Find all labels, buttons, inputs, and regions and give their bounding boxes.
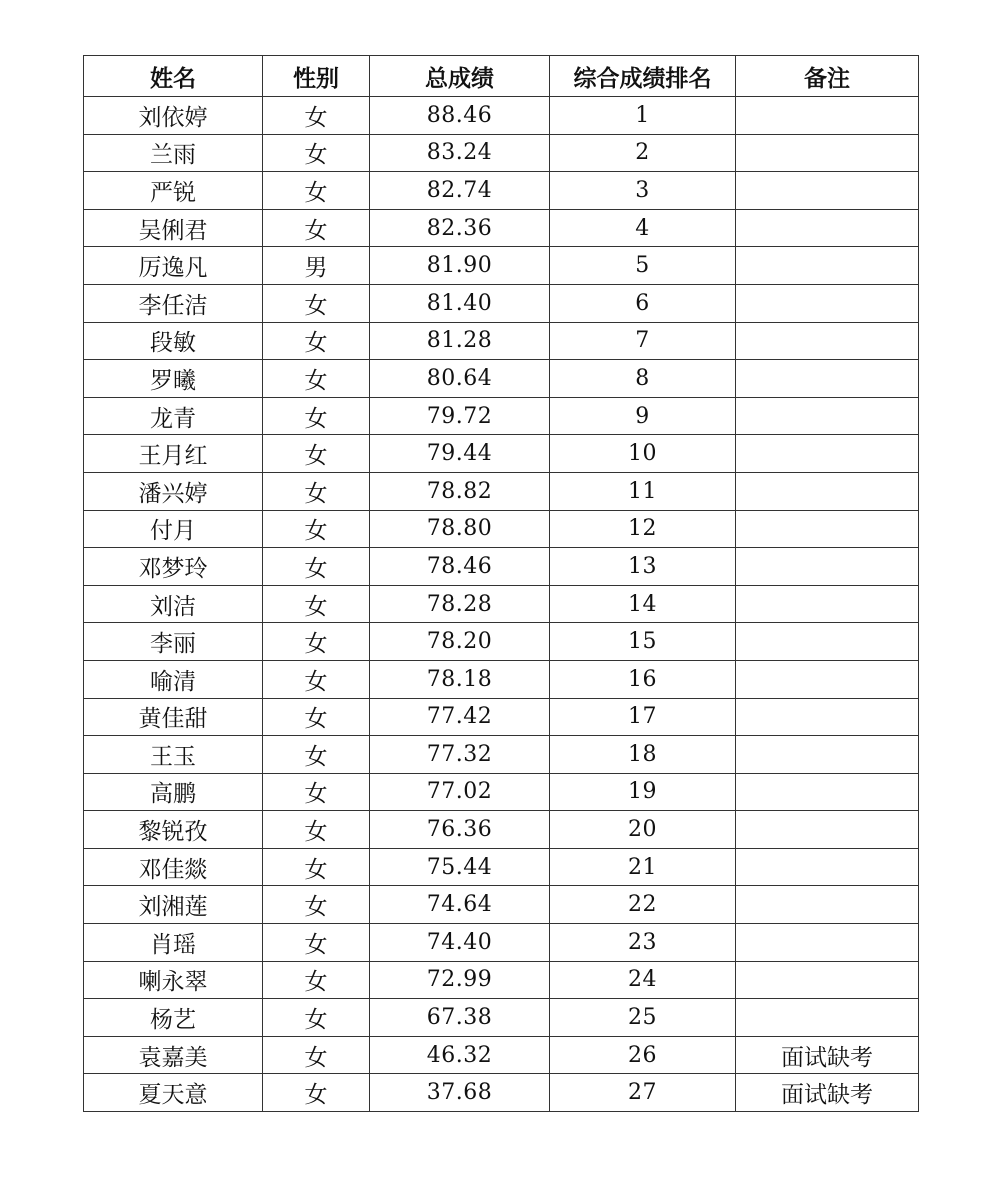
cell-name: 王月红: [84, 435, 263, 473]
table-row: [84, 134, 919, 172]
header-total-score: 总成绩: [370, 56, 550, 97]
cell-total-score: 77.02: [370, 773, 550, 811]
cell-rank: 22: [550, 886, 736, 924]
cell-name: 喻清: [84, 660, 263, 698]
cell-total-score: 72.99: [370, 961, 550, 999]
cell-rank: 14: [550, 585, 736, 623]
cell-rank: 11: [550, 472, 736, 510]
table-row: [84, 397, 919, 435]
table-row: [84, 548, 919, 586]
cell-gender: 女: [263, 397, 370, 435]
cell-remarks: [736, 360, 919, 398]
cell-total-score: 78.46: [370, 548, 550, 586]
cell-rank: 26: [550, 1036, 736, 1074]
cell-rank: 5: [550, 247, 736, 285]
cell-remarks: [736, 924, 919, 962]
cell-name: 李任洁: [84, 284, 263, 322]
table-row: [84, 247, 919, 285]
table-row: [84, 209, 919, 247]
cell-remarks: [736, 660, 919, 698]
cell-total-score: 77.32: [370, 736, 550, 774]
cell-total-score: 74.40: [370, 924, 550, 962]
cell-rank: 6: [550, 284, 736, 322]
table-row: [84, 773, 919, 811]
cell-rank: 3: [550, 172, 736, 210]
cell-gender: 女: [263, 209, 370, 247]
table-header: [84, 56, 919, 97]
cell-remarks: [736, 886, 919, 924]
cell-remarks: 面试缺考: [736, 1074, 919, 1112]
cell-gender: 女: [263, 999, 370, 1037]
cell-remarks: [736, 284, 919, 322]
cell-total-score: 74.64: [370, 886, 550, 924]
cell-rank: 27: [550, 1074, 736, 1112]
header-row: [84, 56, 919, 97]
cell-remarks: [736, 698, 919, 736]
cell-name: 段敏: [84, 322, 263, 360]
cell-name: 严锐: [84, 172, 263, 210]
table-row: [84, 623, 919, 661]
cell-total-score: 78.80: [370, 510, 550, 548]
cell-total-score: 82.74: [370, 172, 550, 210]
cell-gender: 女: [263, 472, 370, 510]
cell-rank: 20: [550, 811, 736, 849]
cell-rank: 17: [550, 698, 736, 736]
cell-total-score: 78.82: [370, 472, 550, 510]
cell-total-score: 79.44: [370, 435, 550, 473]
cell-total-score: 82.36: [370, 209, 550, 247]
cell-gender: 女: [263, 623, 370, 661]
cell-gender: 女: [263, 886, 370, 924]
table-row: [84, 736, 919, 774]
cell-rank: 23: [550, 924, 736, 962]
cell-rank: 13: [550, 548, 736, 586]
cell-remarks: [736, 736, 919, 774]
cell-remarks: [736, 209, 919, 247]
cell-total-score: 37.68: [370, 1074, 550, 1112]
cell-total-score: 76.36: [370, 811, 550, 849]
table-row: [84, 360, 919, 398]
header-gender: 性别: [263, 56, 370, 97]
score-table: [83, 55, 919, 1112]
cell-remarks: [736, 435, 919, 473]
cell-name: 龙青: [84, 397, 263, 435]
cell-total-score: 80.64: [370, 360, 550, 398]
table-row: [84, 961, 919, 999]
cell-total-score: 81.40: [370, 284, 550, 322]
cell-gender: 女: [263, 811, 370, 849]
table-row: [84, 698, 919, 736]
table-row: [84, 172, 919, 210]
cell-remarks: [736, 548, 919, 586]
cell-gender: 女: [263, 548, 370, 586]
cell-remarks: [736, 172, 919, 210]
cell-remarks: [736, 585, 919, 623]
cell-name: 黎锐孜: [84, 811, 263, 849]
cell-rank: 15: [550, 623, 736, 661]
cell-gender: 女: [263, 322, 370, 360]
cell-gender: 女: [263, 510, 370, 548]
cell-remarks: [736, 848, 919, 886]
cell-total-score: 78.20: [370, 623, 550, 661]
cell-name: 罗曦: [84, 360, 263, 398]
cell-remarks: 面试缺考: [736, 1036, 919, 1074]
cell-name: 高鹏: [84, 773, 263, 811]
cell-name: 吴俐君: [84, 209, 263, 247]
table-row: [84, 435, 919, 473]
cell-gender: 女: [263, 736, 370, 774]
cell-name: 兰雨: [84, 134, 263, 172]
cell-remarks: [736, 322, 919, 360]
cell-rank: 19: [550, 773, 736, 811]
table-row: [84, 97, 919, 135]
header-name: 姓名: [84, 56, 263, 97]
header-overall-rank: 综合成绩排名: [550, 56, 736, 97]
cell-rank: 4: [550, 209, 736, 247]
cell-remarks: [736, 999, 919, 1037]
cell-rank: 16: [550, 660, 736, 698]
cell-gender: 女: [263, 97, 370, 135]
cell-rank: 24: [550, 961, 736, 999]
cell-gender: 女: [263, 961, 370, 999]
cell-gender: 女: [263, 660, 370, 698]
cell-total-score: 79.72: [370, 397, 550, 435]
cell-remarks: [736, 97, 919, 135]
cell-name: 刘湘莲: [84, 886, 263, 924]
cell-total-score: 81.90: [370, 247, 550, 285]
cell-remarks: [736, 623, 919, 661]
cell-gender: 女: [263, 924, 370, 962]
cell-name: 付月: [84, 510, 263, 548]
table-row: [84, 924, 919, 962]
cell-remarks: [736, 397, 919, 435]
table-body: [84, 97, 919, 1112]
cell-gender: 女: [263, 172, 370, 210]
cell-gender: 女: [263, 284, 370, 322]
cell-total-score: 78.18: [370, 660, 550, 698]
cell-gender: 女: [263, 134, 370, 172]
cell-name: 刘洁: [84, 585, 263, 623]
cell-remarks: [736, 472, 919, 510]
cell-rank: 12: [550, 510, 736, 548]
cell-name: 王玉: [84, 736, 263, 774]
table-row: [84, 1036, 919, 1074]
cell-name: 杨艺: [84, 999, 263, 1037]
cell-total-score: 78.28: [370, 585, 550, 623]
cell-name: 潘兴婷: [84, 472, 263, 510]
table-row: [84, 1074, 919, 1112]
table-row: [84, 510, 919, 548]
cell-gender: 女: [263, 698, 370, 736]
table-row: [84, 848, 919, 886]
cell-name: 袁嘉美: [84, 1036, 263, 1074]
table-row: [84, 886, 919, 924]
cell-rank: 1: [550, 97, 736, 135]
cell-name: 刘依婷: [84, 97, 263, 135]
cell-total-score: 75.44: [370, 848, 550, 886]
cell-gender: 女: [263, 1074, 370, 1112]
cell-gender: 女: [263, 1036, 370, 1074]
cell-name: 李丽: [84, 623, 263, 661]
table-row: [84, 322, 919, 360]
cell-gender: 男: [263, 247, 370, 285]
cell-rank: 21: [550, 848, 736, 886]
cell-remarks: [736, 811, 919, 849]
table-row: [84, 585, 919, 623]
cell-remarks: [736, 510, 919, 548]
cell-total-score: 81.28: [370, 322, 550, 360]
cell-remarks: [736, 247, 919, 285]
cell-remarks: [736, 961, 919, 999]
cell-rank: 18: [550, 736, 736, 774]
cell-gender: 女: [263, 585, 370, 623]
cell-total-score: 46.32: [370, 1036, 550, 1074]
cell-name: 黄佳甜: [84, 698, 263, 736]
cell-name: 喇永翠: [84, 961, 263, 999]
cell-name: 厉逸凡: [84, 247, 263, 285]
cell-rank: 2: [550, 134, 736, 172]
cell-gender: 女: [263, 435, 370, 473]
cell-gender: 女: [263, 848, 370, 886]
cell-name: 邓佳燚: [84, 848, 263, 886]
cell-gender: 女: [263, 773, 370, 811]
cell-rank: 9: [550, 397, 736, 435]
table-row: [84, 999, 919, 1037]
cell-name: 夏天意: [84, 1074, 263, 1112]
cell-total-score: 83.24: [370, 134, 550, 172]
cell-total-score: 88.46: [370, 97, 550, 135]
header-remarks: 备注: [736, 56, 919, 97]
cell-remarks: [736, 773, 919, 811]
cell-total-score: 77.42: [370, 698, 550, 736]
table-row: [84, 660, 919, 698]
table-row: [84, 811, 919, 849]
table-row: [84, 472, 919, 510]
cell-name: 邓梦玲: [84, 548, 263, 586]
cell-rank: 7: [550, 322, 736, 360]
cell-rank: 8: [550, 360, 736, 398]
cell-remarks: [736, 134, 919, 172]
table-row: [84, 284, 919, 322]
cell-gender: 女: [263, 360, 370, 398]
cell-rank: 25: [550, 999, 736, 1037]
cell-total-score: 67.38: [370, 999, 550, 1037]
cell-name: 肖瑶: [84, 924, 263, 962]
cell-rank: 10: [550, 435, 736, 473]
